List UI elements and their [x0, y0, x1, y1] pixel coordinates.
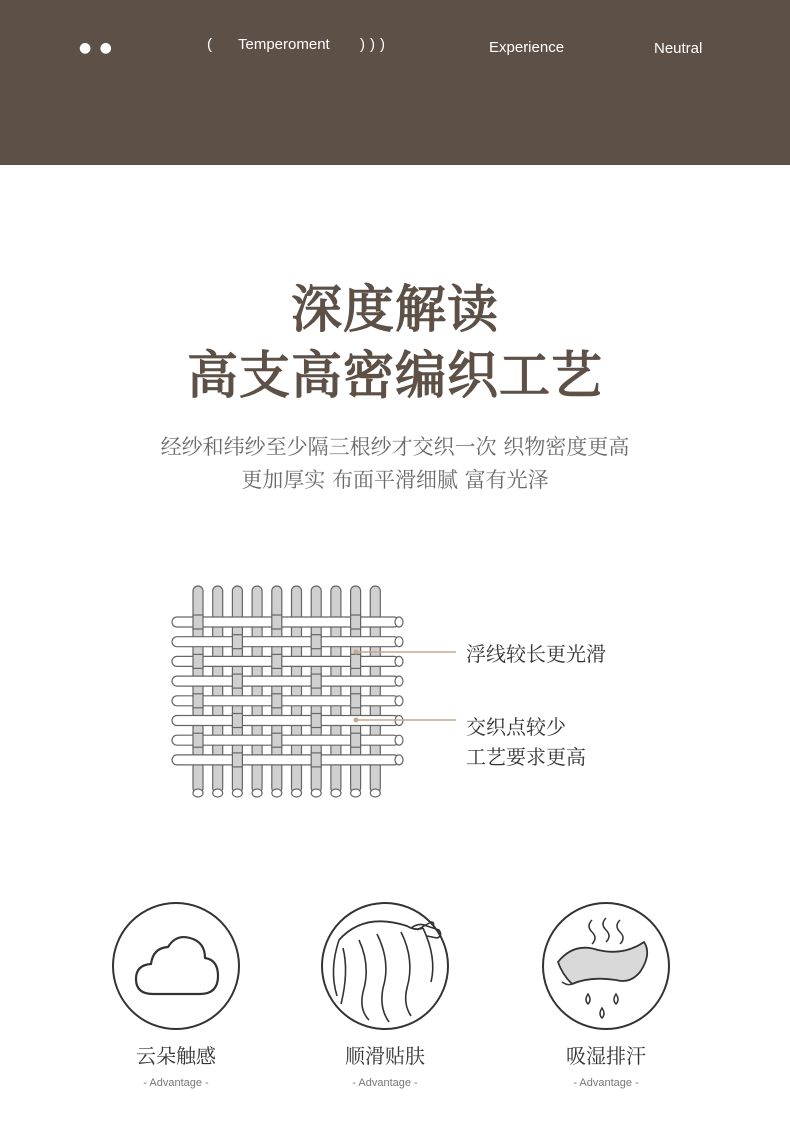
warp-thread [331, 586, 341, 793]
warp-overlap [311, 674, 321, 688]
moisture-wicking-icon [540, 900, 672, 1032]
warp-overlap [232, 714, 242, 728]
warp-thread-end [311, 789, 321, 797]
feature-sub: - Advantage - [573, 1077, 639, 1089]
pointer-dot [354, 650, 359, 655]
warp-overlap [311, 714, 321, 728]
weft-thread [172, 676, 399, 686]
warp-thread-end [331, 789, 341, 797]
feature-smooth-skin [315, 900, 455, 1089]
label-float-threads: 浮线较长更光滑 [466, 642, 606, 666]
weft-thread [172, 755, 399, 765]
feature-moisture-wicking [536, 900, 676, 1089]
silk-fabric-icon [319, 900, 451, 1032]
warp-thread-end [292, 789, 302, 797]
warp-overlap [351, 654, 361, 668]
warp-overlap [193, 733, 203, 747]
warp-thread-end [272, 789, 282, 797]
weft-thread [172, 617, 399, 627]
warp-overlap [272, 654, 282, 668]
warp-overlap [351, 733, 361, 747]
warp-thread [370, 586, 380, 793]
weft-thread [172, 696, 399, 706]
warp-thread-end [193, 789, 203, 797]
warp-overlap [232, 753, 242, 767]
header-paren-open: ( [207, 36, 212, 53]
warp-thread [351, 586, 361, 793]
header-paren-close: ))) [360, 36, 390, 53]
pointer-dot [354, 718, 359, 723]
weft-thread [172, 656, 399, 666]
warp-overlap [272, 615, 282, 629]
warp-overlap [351, 694, 361, 708]
warp-overlap [193, 694, 203, 708]
feature-name: 顺滑贴肤 [345, 1044, 425, 1068]
warp-overlap [272, 733, 282, 747]
description-line1: 经纱和纬纱至少隔三根纱才交织一次 织物密度更高 [160, 435, 630, 459]
warp-thread [252, 586, 262, 793]
warp-thread-end [370, 789, 380, 797]
warp-overlap [193, 615, 203, 629]
description-line2: 更加厚实 布面平滑细腻 富有光泽 [241, 468, 549, 492]
weft-thread-end [395, 676, 403, 686]
header-experience: Experience [489, 39, 565, 56]
header-temperament: Temperoment [238, 36, 330, 53]
weft-thread-end [395, 735, 403, 745]
warp-thread-end [213, 789, 223, 797]
label-high-craft: 工艺要求更高 [466, 745, 586, 769]
warp-overlaps [193, 615, 361, 767]
warp-overlap [193, 654, 203, 668]
label-pointers [354, 650, 457, 723]
page-title-line2: 高支高密编织工艺 [186, 347, 603, 406]
feature-name: 云朵触感 [136, 1044, 216, 1068]
weft-thread [172, 716, 399, 726]
warp-thread [292, 586, 302, 793]
warp-thread-end [252, 789, 262, 797]
header-dots: ● ● [79, 40, 114, 56]
warp-thread [311, 586, 321, 793]
weft-thread-end [395, 617, 403, 627]
weft-thread-end [395, 656, 403, 666]
warp-thread [213, 586, 223, 793]
warp-overlap [272, 694, 282, 708]
warp-thread [193, 586, 203, 793]
warp-thread [272, 586, 282, 793]
weft-thread-end [395, 696, 403, 706]
warp-thread-end [232, 789, 242, 797]
feature-sub: - Advantage - [352, 1077, 418, 1089]
warp-overlap [232, 674, 242, 688]
weft-thread [172, 637, 399, 647]
weft-thread [172, 735, 399, 745]
header-neutral: Neutral [654, 40, 703, 57]
weft-thread-end [395, 716, 403, 726]
warp-overlap [311, 753, 321, 767]
label-few-intersections: 交织点较少 [466, 715, 566, 739]
warp-thread-end [351, 789, 361, 797]
weft-thread-end [395, 637, 403, 647]
feature-cloud-touch [106, 900, 246, 1089]
warp-overlap [351, 615, 361, 629]
feature-name: 吸湿排汗 [566, 1044, 646, 1068]
feature-sub: - Advantage - [143, 1077, 209, 1089]
weft-threads [172, 617, 403, 765]
page-title-line1: 深度解读 [290, 281, 499, 340]
warp-overlap [311, 635, 321, 649]
header-bar [0, 0, 790, 165]
weft-thread-end [395, 755, 403, 765]
warp-threads [193, 586, 380, 797]
warp-overlap [232, 635, 242, 649]
warp-thread [232, 586, 242, 793]
cloud-icon [110, 900, 242, 1032]
